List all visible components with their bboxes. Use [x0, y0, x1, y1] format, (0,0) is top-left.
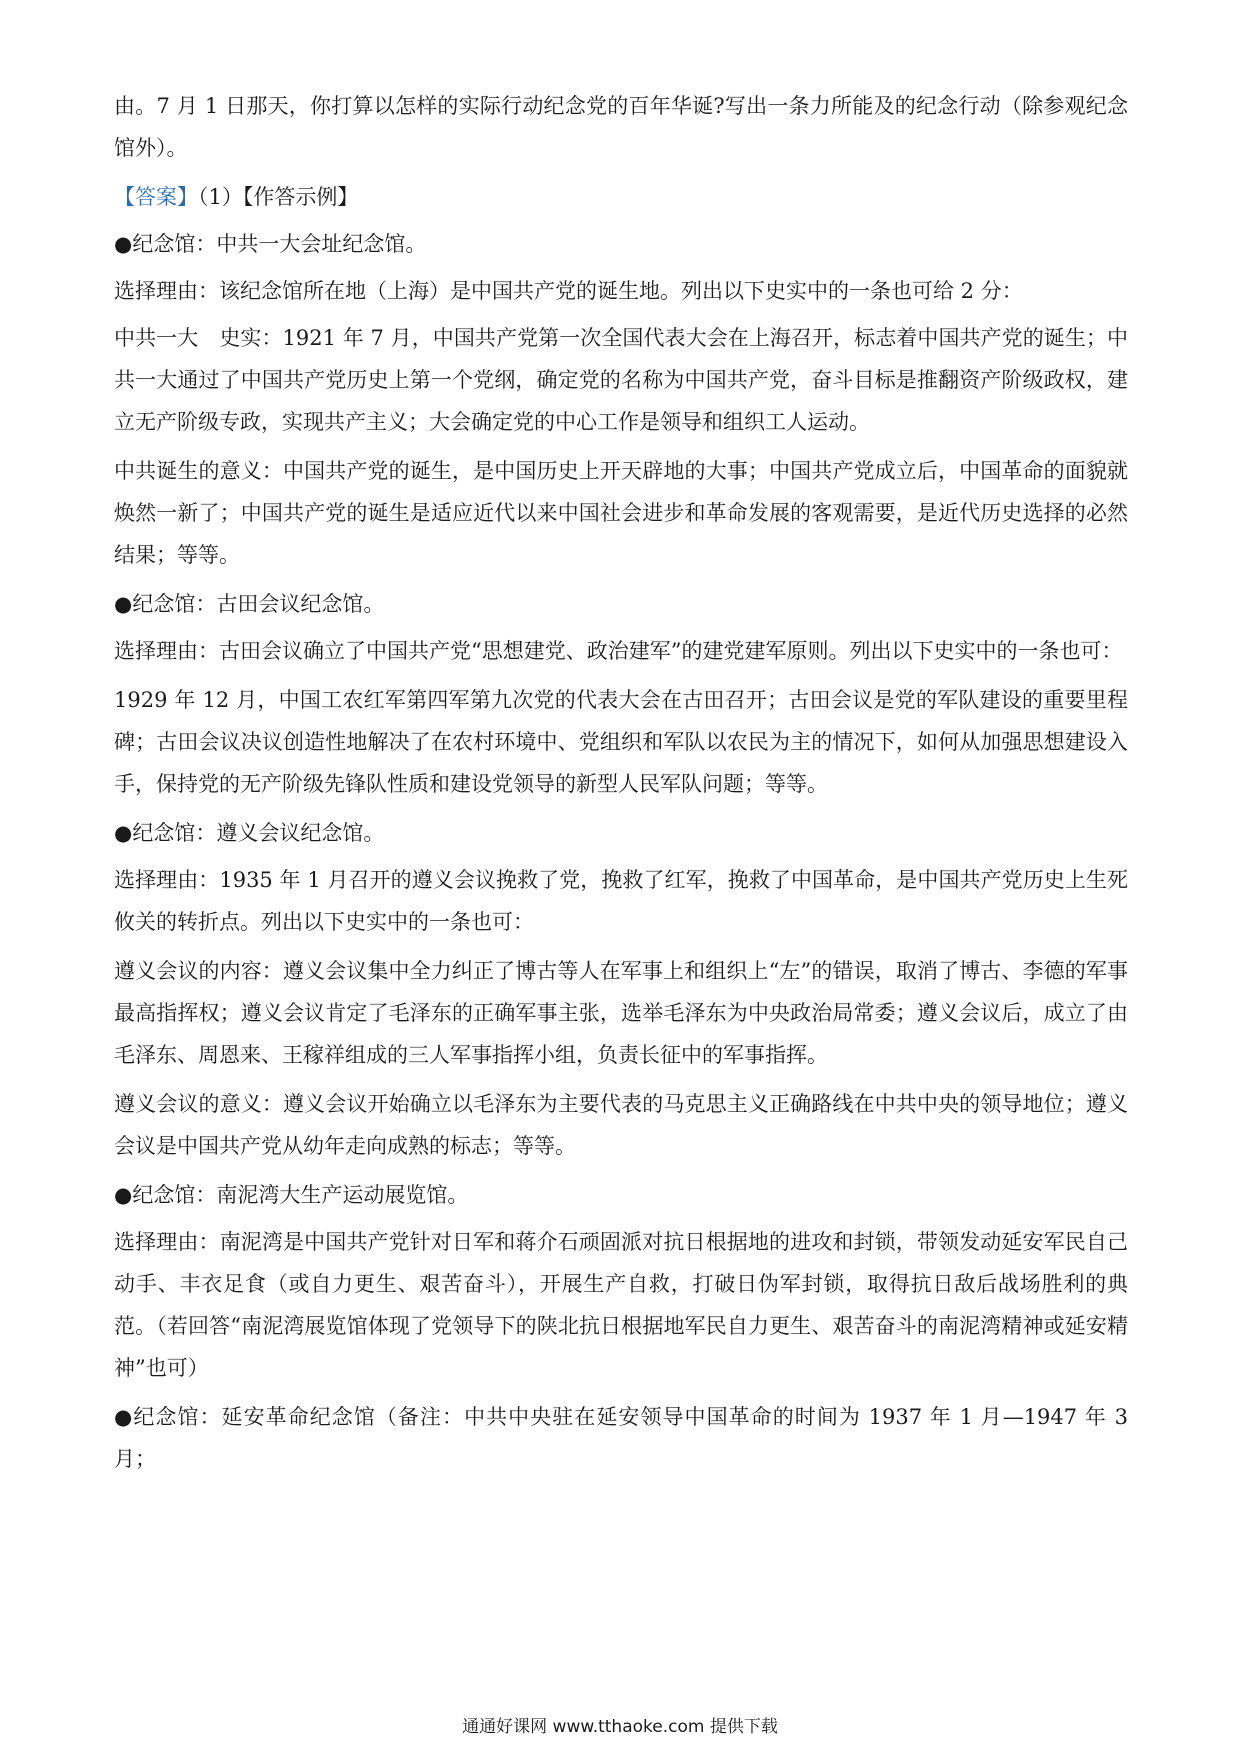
memorial-4: ●纪念馆：南泥湾大生产运动展览馆。: [114, 1183, 469, 1207]
memorial-1: ●纪念馆：中共一大会址纪念馆。: [114, 232, 427, 256]
reason-2: 选择理由：古田会议确立了中国共产党“思想建党、政治建军”的建党建军原则。列出以下史实中的一条也可：: [114, 639, 1123, 663]
content-3: 遵义会议的内容：遵义会议集中全力纠正了博古等人在军事上和组织上“左”的错误，取消了博古、李德的军事最高指挥权；遵义会议肯定了毛泽东的正确军事主张，选举毛泽东为中央政治局常委；遵义会议后，成立了由毛泽东、周恩来、王稼祥组成的三人军事指挥小组，负责长征中的军事指挥。: [114, 959, 1128, 1067]
significance-1: 中共诞生的意义：中国共产党的诞生，是中国历史上开天辟地的大事；中国共产党成立后，中国革命的面貌就焕然一新了；中国共产党的诞生是适应近代以来中国社会进步和革命发展的客观需要，是近代历史选择的必然结果；等等。: [114, 459, 1128, 567]
answer-example-label: （1）【作答示例】: [198, 185, 359, 209]
page-footer: 通通好课网 www.tthaoke.com 提供下载: [462, 1717, 778, 1737]
fact-2: 1929 年 12 月，中国工农红军第四军第九次党的代表大会在古田召开；古田会议是党的军队建设的重要里程碑；古田会议决议创造性地解决了在农村环境中、党组织和军队以农民为主的情况下，如何从加强思想建设入手，保持党的无产阶级先锋队性质和建设党领导的新型人民军队问题；等等。: [114, 688, 1128, 796]
memorial-3: ●纪念馆：遵义会议纪念馆。: [114, 821, 385, 845]
memorial-5: ●纪念馆：延安革命纪念馆（备注：中共中央驻在延安领导中国革命的时间为 1937 年 1 月—1947 年 3 月；: [114, 1405, 1128, 1471]
answer-label: 【答案】: [114, 185, 198, 209]
significance-3: 遵义会议的意义：遵义会议开始确立以毛泽东为主要代表的马克思主义正确路线在中共中央的领导地位；遵义会议是中国共产党从幼年走向成熟的标志；等等。: [114, 1092, 1128, 1158]
reason-3: 选择理由：1935 年 1 月召开的遵义会议挽救了党，挽救了红军，挽救了中国革命，是中国共产党历史上生死攸关的转折点。列出以下史实中的一条也可：: [114, 868, 1128, 934]
answer-heading: [114, 176, 1128, 218]
reason-1: 选择理由：该纪念馆所在地（上海）是中国共产党的诞生地。列出以下史实中的一条也可给 2 分：: [114, 279, 1023, 303]
question-tail: 由。7 月 1 日那天，你打算以怎样的实际行动纪念党的百年华诞?写出一条力所能及的纪念行动（除参观纪念馆外）。: [114, 94, 1128, 160]
reason-4: 选择理由：南泥湾是中国共产党针对日军和蒋介石顽固派对抗日根据地的进攻和封锁，带领发动延安军民自己动手、丰衣足食（或自力更生、艰苦奋斗），开展生产自救，打破日伪军封锁，取得抗日敌后战场胜利的典范。（若回答“南泥湾展览馆体现了党领导下的陕北抗日根据地军民自力更生、艰苦奋斗的南泥湾精神或延安精神”也可）: [114, 1230, 1128, 1380]
fact-1: 中共一大 史实：1921 年 7 月，中国共产党第一次全国代表大会在上海召开，标志着中国共产党的诞生；中共一大通过了中国共产党历史上第一个党纲，确定党的名称为中国共产党，奋斗目标是推翻资产阶级政权，建立无产阶级专政，实现共产主义；大会确定党的中心工作是领导和组织工人运动。: [114, 326, 1128, 434]
memorial-2: ●纪念馆：古田会议纪念馆。: [114, 592, 385, 616]
